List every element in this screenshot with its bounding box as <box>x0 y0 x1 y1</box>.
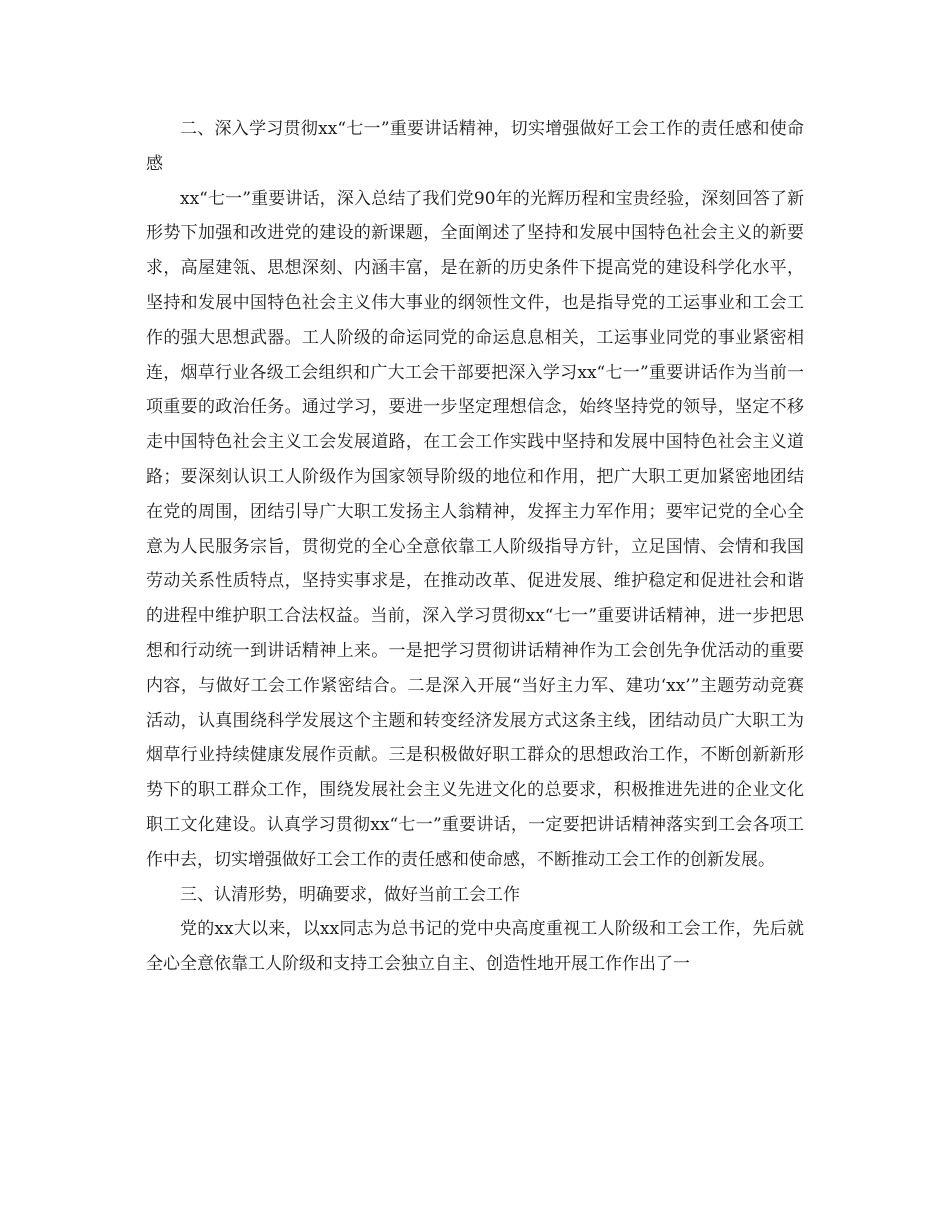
section-heading-2: 二、深入学习贯彻xx“七一”重要讲话精神，切实增强做好工会工作的责任感和使命感 <box>146 119 804 174</box>
body-paragraph: 党的xx大以来，以xx同志为总书记的党中央高度重视工人阶级和工会工作，先后就全心全意依靠工人阶级和支持工会独立自主、创造性地开展工作作出了一 <box>146 919 804 975</box>
section-heading-3: 三、认清形势，明确要求，做好当前工会工作 <box>180 884 520 905</box>
document-body <box>146 112 804 982</box>
body-paragraph: xx“七一”重要讲话，深入总结了我们党90年的光辉历程和宝贵经验，深刻回答了新形势下加强和改进党的建设的新课题，全面阐述了坚持和发展中国特色社会主义的新要求，高屋建瓴、思想深刻、内涵丰富，是在新的历史条件下提高党的建设科学化水平，坚持和发展中国特色社会主义伟大事业的纲领性文件，也是指导党的工运事业和工会工作的强大思想武器。工人阶级的命运同党的命运息息相关，工运事业同党的事业紧密相连，烟草行业各级工会组织和广大工会干部要把深入学习xx“七一”重要讲话作为当前一项重要的政治任务。通过学习，要进一步坚定理想信念，始终坚持党的领导，坚定不移走中国特色社会主义工会发展道路，在工会工作实践中坚持和发展中国特色社会主义道路；要深刻认识工人阶级作为国家领导阶级的地位和作用，把广大职工更加紧密地团结在党的周围，团结引导广大职工发扬主人翁精神，发挥主力军作用；要牢记党的全心全意为人民服务宗旨，贯彻党的全心全意依靠工人阶级指导方针，立足国情、会情和我国劳动关系性质特点，坚持实事求是，在推动改革、促进发展、维护稳定和促进社会和谐的进程中维护职工合法权益。当前，深入学习贯彻xx“七一”重要讲话精神，进一步把思想和行动统一到讲话精神上来。一是把学习贯彻讲话精神作为工会创先争优活动的重要内容，与做好工会工作紧密结合。二是深入开展“当好主力军、建功‘xx’”主题劳动竞赛活动，认真围绕科学发展这个主题和转变经济发展方式这条主线，团结动员广大职工为烟草行业持续健康发展作贡献。三是积极做好职工群众的思想政治工作，不断创新新形势下的职工群众工作，围绕发展社会主义先进文化的总要求，积极推进先进的企业文化职工文化建设。认真学习贯彻xx“七一”重要讲话，一定要把讲话精神落实到工会各项工作中去，切实增强做好工会工作的责任感和使命感，不断推动工会工作的创新发展。 <box>146 188 804 870</box>
